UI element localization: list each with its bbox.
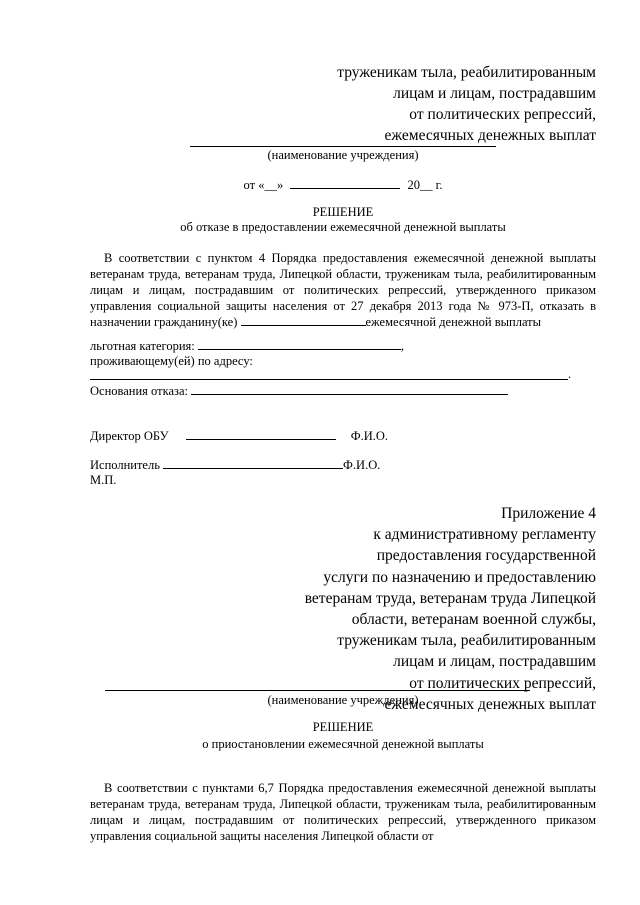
decision-body-1-text: В соответствии с пунктом 4 Порядка предоставления ежемесячной денежной выплаты ветеранам труда, ветеранам труда, Липецкой области, труженикам тыла, реабилитированным лицам и лицам, пострадавшим от политических репрессий, утвержденного приказом управления социальной защиты населения от 27 декабря 2013 года № 973-П, отказать в назначении гражданину(ке) bbox=[90, 251, 596, 329]
header-2-line: от политических репрессий, bbox=[409, 674, 596, 692]
document-page: труженикам тыла, реабилитированным лицам и лицам, пострадавшим от политических репрессий, ежемесячных денежных выплат (наименование учреждения) от «__» 20__ г. РЕШЕНИЕ об отказе в предоставлении ежемесячной денежной выплаты В соответствии с пунктом 4 Порядка предоставления ежемесячной денежной выплаты ветеранам труда, ветеранам труда, Липецкой области, труженикам тыла, реабилитированным лицам и лицам, пострадавшим от политических репрессий, утвержденного приказом управления социальной защиты населения от 27 декабря 2013 года № 973-П, отказать в назначении гражданину(ке) ежемесячной денежной выплаты льготная категория: , проживающему(ей) по адресу: . Основания отказа: Директор ОБУ Ф.И.О. Исполнитель Ф.И.О. М.П. Приложение 4 к административному регламенту предоставления государственной услуги по назначению и предоставлению ветеранам труда, ветеранам труда Липецкой области, ветеранам военной службы, труженикам тыла, реабилитированным лицам и лицам, пострадавшим от политических репрессий, ежемесячных денежных выплат (наименование учреждения) РЕШЕНИЕ о приостановлении ежемесячной денежной выплаты В соответствии с пунктами 6,7 Порядка предоставления ежемесячной денежной выплаты ветеранам труда, ветеранам труда, Липецкой области, труженикам тыла, реабилитированным лицам и лицам, пострадавшим от политических репрессий, утвержденного приказом управления социальной защиты населения Липецкой области от bbox=[90, 64, 596, 843]
header-2-line: к административному регламенту bbox=[373, 526, 596, 544]
date-line bbox=[90, 177, 596, 193]
citizen-blank bbox=[241, 314, 366, 326]
date-prefix: от «__» bbox=[243, 178, 284, 192]
header-2-line: области, ветеранам военной службы, bbox=[351, 611, 596, 629]
header-2-line: услуги по назначению и предоставлению bbox=[323, 568, 596, 586]
header-1 bbox=[337, 62, 596, 146]
category-blank-b bbox=[328, 338, 401, 350]
decision-body-1 bbox=[90, 250, 596, 330]
date-year: 20__ г. bbox=[407, 178, 443, 192]
decision-body-1-end: ежемесячной денежной выплаты bbox=[365, 315, 542, 329]
header-1-line: ежемесячных денежных выплат bbox=[384, 127, 596, 144]
executor-signature-blank bbox=[163, 457, 343, 469]
executor-line bbox=[90, 457, 380, 473]
executor-fio: Ф.И.О. bbox=[343, 458, 381, 472]
reason-line bbox=[90, 383, 508, 399]
category-blank-a bbox=[198, 338, 328, 350]
institution-caption-1: (наименование учреждения) bbox=[267, 148, 419, 162]
header-2-line: Приложение 4 bbox=[501, 505, 596, 522]
decision-subtitle-2: о приостановлении ежемесячной денежной выплаты bbox=[202, 737, 484, 751]
header-1-line: от политических репрессий, bbox=[409, 106, 596, 123]
director-signature-blank bbox=[186, 428, 336, 440]
header-2-line: лицам и лицам, пострадавшим bbox=[393, 653, 596, 671]
executor-label: Исполнитель bbox=[90, 458, 160, 472]
institution-line-1 bbox=[190, 146, 496, 147]
decision-subtitle-1: об отказе в предоставлении ежемесячной денежной выплаты bbox=[180, 220, 506, 234]
header-2-line: предоставления государственной bbox=[376, 547, 596, 565]
address-blank bbox=[90, 379, 568, 380]
address-label: проживающему(ей) по адресу: bbox=[90, 354, 253, 368]
decision-title-1: РЕШЕНИЕ bbox=[312, 205, 374, 219]
category-label: льготная категория: bbox=[90, 339, 195, 353]
reason-blank bbox=[191, 383, 508, 395]
stamp-mark: М.П. bbox=[90, 473, 117, 487]
address-line bbox=[90, 354, 253, 369]
header-2-line: ветеранам труда, ветеранам труда Липецкой bbox=[304, 589, 596, 607]
header-2-line: ежемесячных денежных выплат bbox=[384, 695, 596, 713]
category-line: льготная категория: , bbox=[90, 339, 405, 353]
header-1-line: лицам и лицам, пострадавшим bbox=[393, 85, 596, 102]
date-blank bbox=[290, 177, 400, 189]
director-line bbox=[90, 428, 388, 444]
institution-caption-2: (наименование учреждения) bbox=[267, 693, 419, 707]
header-2-line: труженикам тыла, реабилитированным bbox=[337, 632, 596, 650]
director-fio: Ф.И.О. bbox=[350, 429, 389, 443]
reason-label: Основания отказа: bbox=[90, 384, 188, 398]
institution-line-2 bbox=[105, 690, 530, 691]
decision-body-2 bbox=[90, 780, 596, 844]
header-2 bbox=[305, 503, 596, 715]
decision-body-2-text: В соответствии с пунктами 6,7 Порядка предоставления ежемесячной денежной выплаты ветеранам труда, ветеранам труда, Липецкой области, труженикам тыла, реабилитированным лицам и лицам, пострадавшим от политических репрессий, утвержденного приказом управления социальной защиты населения Липецкой области от bbox=[90, 781, 596, 843]
decision-title-2: РЕШЕНИЕ bbox=[312, 720, 374, 734]
header-1-line: труженикам тыла, реабилитированным bbox=[337, 64, 596, 81]
director-label: Директор ОБУ bbox=[90, 429, 169, 443]
